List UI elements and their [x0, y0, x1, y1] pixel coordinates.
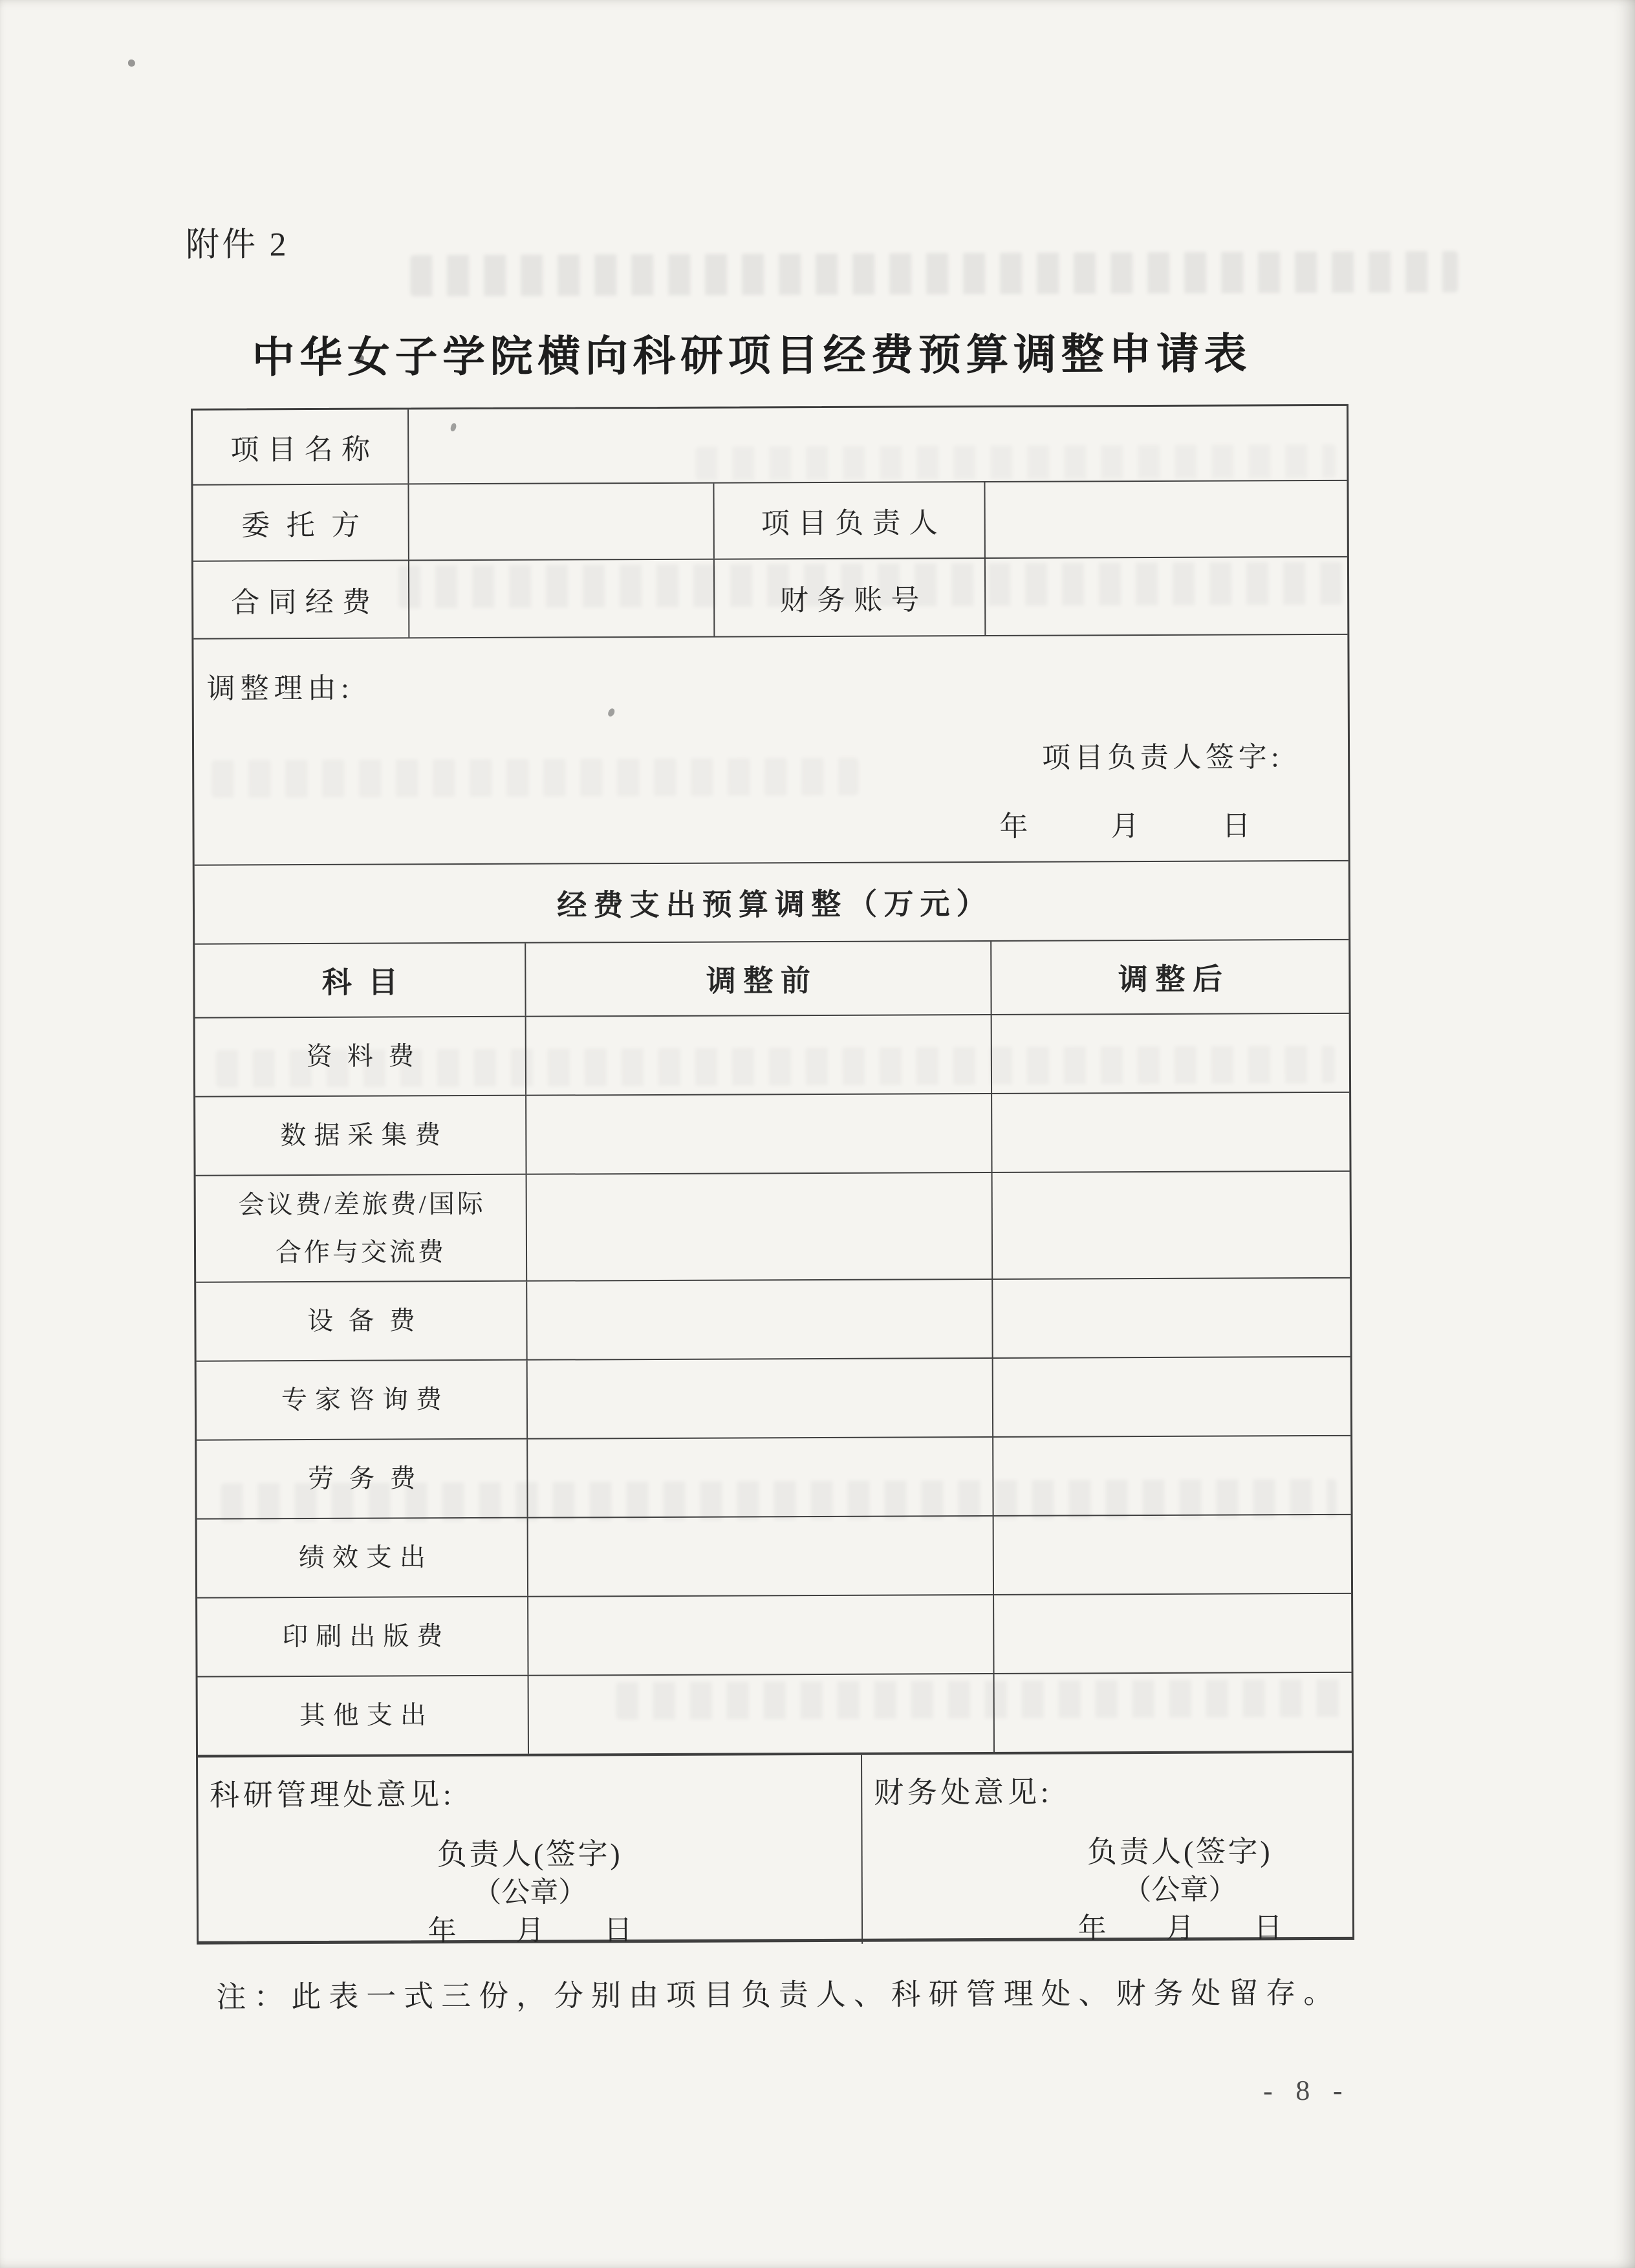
day-label: 日: [603, 1914, 633, 1947]
research-office-opinion-cell: [198, 1755, 861, 1947]
budget-row-data-collection: [195, 1092, 1349, 1175]
before-value: [528, 1674, 993, 1754]
fund-account-row: [193, 556, 1347, 638]
after-value: [992, 1436, 1350, 1515]
year-label: 年: [999, 810, 1028, 843]
form-title: 中华女子学院横向科研项目经费预算调整申请表: [252, 330, 1252, 382]
leader-value: [984, 481, 1347, 557]
client-value: [407, 484, 713, 560]
before-value: [526, 1280, 991, 1359]
before-value: [525, 1015, 991, 1095]
after-value: [992, 1357, 1350, 1436]
finance-office-opinion-cell: [861, 1753, 1352, 1944]
subject-label: 印刷出版费: [282, 1621, 451, 1652]
account-label: 财务账号: [713, 559, 984, 636]
year-label: 年: [1077, 1912, 1107, 1945]
signer-label: 负责人(签字): [1087, 1835, 1273, 1869]
leader-label: 项目负责人: [713, 482, 984, 559]
contract-fund-label: 合同经费: [231, 586, 380, 619]
seal-label: （公章）: [1123, 1874, 1237, 1906]
project-name-label: 项目名称: [230, 433, 379, 466]
after-value: [991, 1172, 1350, 1279]
reason-date-line: [999, 802, 1250, 844]
page-number: - 8 -: [1262, 2074, 1351, 2107]
date-line: [935, 1908, 1425, 1949]
scan-speck: [128, 59, 135, 67]
footnote: 注：此表一式三份，分别由项目负责人、科研管理处、财务处留存。: [216, 1976, 1341, 2014]
budget-row-expert-consult: [197, 1356, 1350, 1440]
month-label: 月: [1110, 810, 1140, 843]
before-value: [527, 1595, 993, 1675]
budget-row-equipment: [196, 1277, 1350, 1361]
before-value: [526, 1173, 992, 1280]
budget-row-performance: [197, 1514, 1351, 1597]
day-label: 日: [1253, 1912, 1283, 1944]
account-value: [984, 557, 1347, 635]
budget-header-row: [195, 939, 1348, 1017]
subject-label: 会议费/差旅费/国际 合作与交流费: [238, 1189, 486, 1267]
adjust-reason-section: [193, 634, 1348, 865]
subject-label: 其他支出: [299, 1700, 434, 1731]
month-label: 月: [515, 1914, 545, 1947]
after-value: [991, 1093, 1349, 1172]
budget-row-printing: [197, 1593, 1351, 1676]
budget-row-conference-travel: [196, 1171, 1350, 1282]
subject-label: 劳务费: [308, 1463, 431, 1494]
finance-office-label: 财务处意见:: [874, 1775, 1053, 1809]
subject-label: 绩效支出: [298, 1542, 433, 1573]
subject-label: 数据采集费: [280, 1120, 449, 1150]
after-value: [991, 1279, 1350, 1357]
after-value: [993, 1515, 1351, 1594]
contract-fund-value: [408, 560, 713, 638]
subject-label: 设备费: [307, 1306, 430, 1336]
after-value: [993, 1594, 1351, 1673]
subject-label: 专家咨询费: [281, 1385, 449, 1415]
budget-row-labor: [197, 1435, 1350, 1518]
day-label: 日: [1222, 810, 1251, 842]
before-value: [526, 1359, 992, 1438]
project-name-row: [193, 406, 1347, 484]
client-leader-row: [193, 480, 1347, 561]
research-office-signature-block: [198, 1834, 861, 1952]
before-value: [525, 1094, 991, 1174]
month-label: 月: [1165, 1912, 1195, 1944]
col-after: 调整后: [990, 940, 1348, 1014]
col-subject: 科目: [321, 966, 415, 999]
research-office-label: 科研管理处意见:: [210, 1778, 455, 1812]
leader-signature-label: 项目负责人签字:: [1041, 741, 1284, 774]
budget-row-other: [198, 1672, 1352, 1755]
after-value: [991, 1014, 1349, 1093]
attachment-label: 附件 2: [185, 226, 289, 264]
before-value: [527, 1517, 993, 1596]
bleedthrough-artifact: [410, 251, 1458, 296]
budget-row-material: [195, 1013, 1349, 1096]
adjust-reason-label: 调整理由:: [206, 672, 354, 705]
application-form-table: [191, 404, 1354, 1945]
year-label: 年: [428, 1915, 457, 1947]
signer-label: 负责人(签字): [437, 1837, 623, 1872]
budget-section-title: 经费支出预算调整（万元）: [557, 887, 993, 922]
project-name-value: [407, 406, 1347, 484]
before-value: [526, 1438, 992, 1517]
budget-section-header: [195, 860, 1348, 944]
col-before: 调整前: [525, 942, 990, 1016]
date-line: [199, 1910, 861, 1952]
after-value: [993, 1673, 1352, 1752]
subject-label: 资料费: [306, 1041, 429, 1072]
client-label: 委托方: [241, 509, 376, 542]
seal-label: （公章）: [473, 1876, 587, 1909]
approval-section: [198, 1751, 1352, 1947]
finance-office-signature-block: [935, 1831, 1425, 1949]
